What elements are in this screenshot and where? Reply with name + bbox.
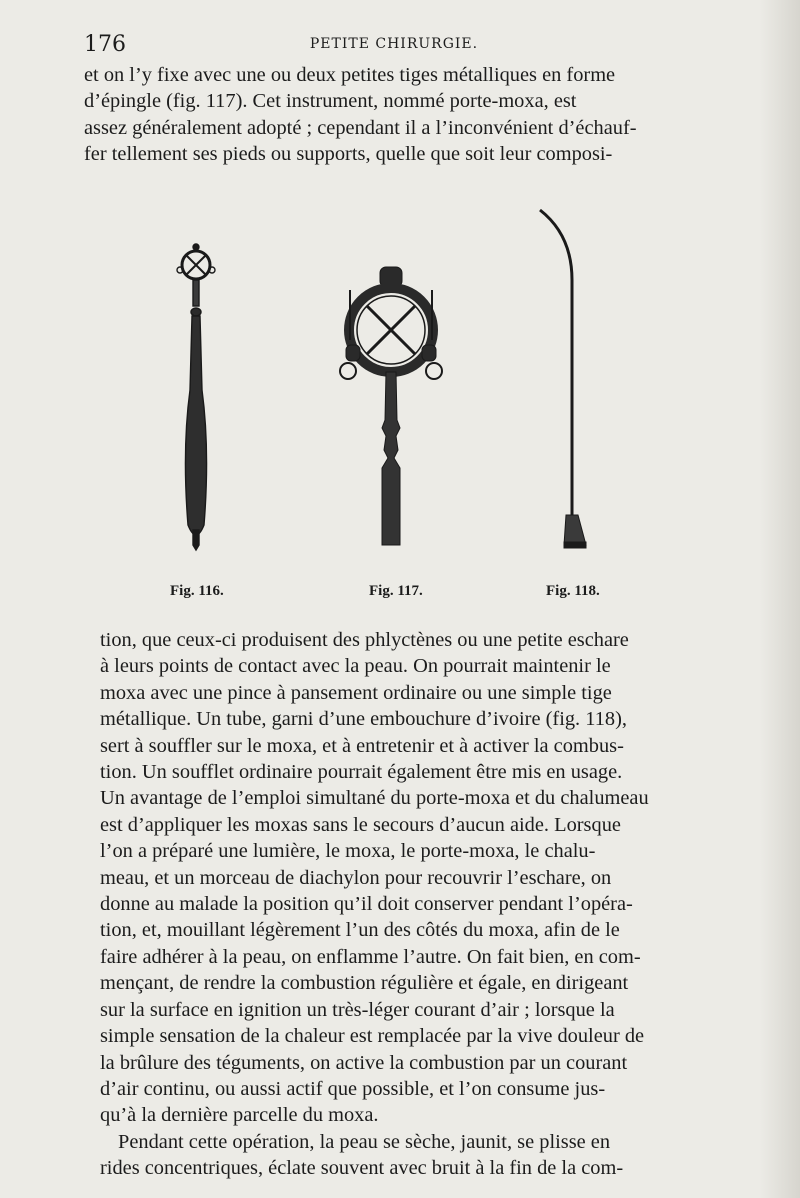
text-line: est d’appliquer les moxas sans le secours d’aucun aide. Lorsque — [100, 813, 621, 836]
text-line: rides concentriques, éclate souvent avec bruit à la fin de la com- — [100, 1157, 624, 1180]
page-header — [84, 30, 704, 60]
text-line: tion, que ceux-ci produisent des phlyctènes ou une petite eschare — [100, 629, 629, 651]
text-line: tion, et, mouillant légèrement l’un des côtés du moxa, afin de le — [100, 919, 620, 942]
text-line: d’épingle (fig. 117). Cet instrument, nommé porte-moxa, est — [84, 90, 577, 113]
text-line: fer tellement ses pieds ou supports, quelle que soit leur composi- — [84, 143, 613, 166]
text-line: meau, et un morceau de diachylon pour recouvrir l’eschare, on — [100, 866, 612, 889]
text-line: mençant, de rendre la combustion régulière et égale, en dirigeant — [100, 972, 629, 995]
text-line: assez généralement adopté ; cependant il a l’inconvénient d’échauf- — [84, 116, 637, 139]
text-line: et on l’y fixe avec une ou deux petites tiges métalliques en forme — [84, 64, 616, 86]
text-line: simple sensation de la chaleur est remplacée par la vive douleur de — [100, 1025, 645, 1048]
text-line: faire adhérer à la peau, on enflamme l’autre. On fait bien, en com- — [100, 945, 641, 968]
figure-plate — [100, 200, 700, 620]
paragraph-2 — [100, 627, 708, 1182]
paragraph-1 — [84, 62, 708, 168]
fig-116-caption: Fig. 116. — [170, 583, 224, 599]
text-line: la brûlure des téguments, on active la combustion par un courant — [100, 1051, 628, 1074]
text-line: qu’à la dernière parcelle du moxa. — [100, 1104, 379, 1127]
page-edge-shadow — [760, 0, 800, 1198]
page-number: 176 — [84, 32, 126, 57]
text-line: moxa avec une pince à pansement ordinaire ou une simple tige — [100, 681, 612, 704]
text-line: Un avantage de l’emploi simultané du porte-moxa et du chalumeau — [100, 787, 649, 810]
text-line: l’on a préparé une lumière, le moxa, le porte-moxa, le chalu- — [100, 840, 596, 863]
text-line: à leurs points de contact avec la peau. On pourrait maintenir le — [100, 655, 611, 678]
running-title: PETITE CHIRURGIE. — [309, 36, 479, 52]
text-line: Pendant cette opération, la peau se sèche, jaunit, se plisse en — [118, 1130, 611, 1153]
text-line: d’air continu, ou aussi actif que possible, et l’on consume jus- — [100, 1077, 606, 1100]
text-line: sur la surface en ignition un très-léger courant d’air ; lorsque la — [100, 998, 615, 1021]
text-line: sert à souffler sur le moxa, et à entretenir et à activer la combus- — [100, 734, 624, 757]
instrument-illustrations — [100, 200, 700, 580]
text-line: donne au malade la position qu’il doit conserver pendant l’opéra- — [100, 893, 633, 916]
fig-117-caption: Fig. 117. — [369, 583, 423, 599]
fig-116-illustration — [177, 244, 215, 550]
fig-118-illustration — [540, 210, 586, 548]
fig-117-illustration — [340, 267, 442, 545]
fig-118-caption: Fig. 118. — [546, 583, 600, 599]
text-line: métallique. Un tube, garni d’une embouchure d’ivoire (fig. 118), — [100, 708, 627, 731]
text-line: tion. Un soufflet ordinaire pourrait également être mis en usage. — [100, 761, 623, 784]
